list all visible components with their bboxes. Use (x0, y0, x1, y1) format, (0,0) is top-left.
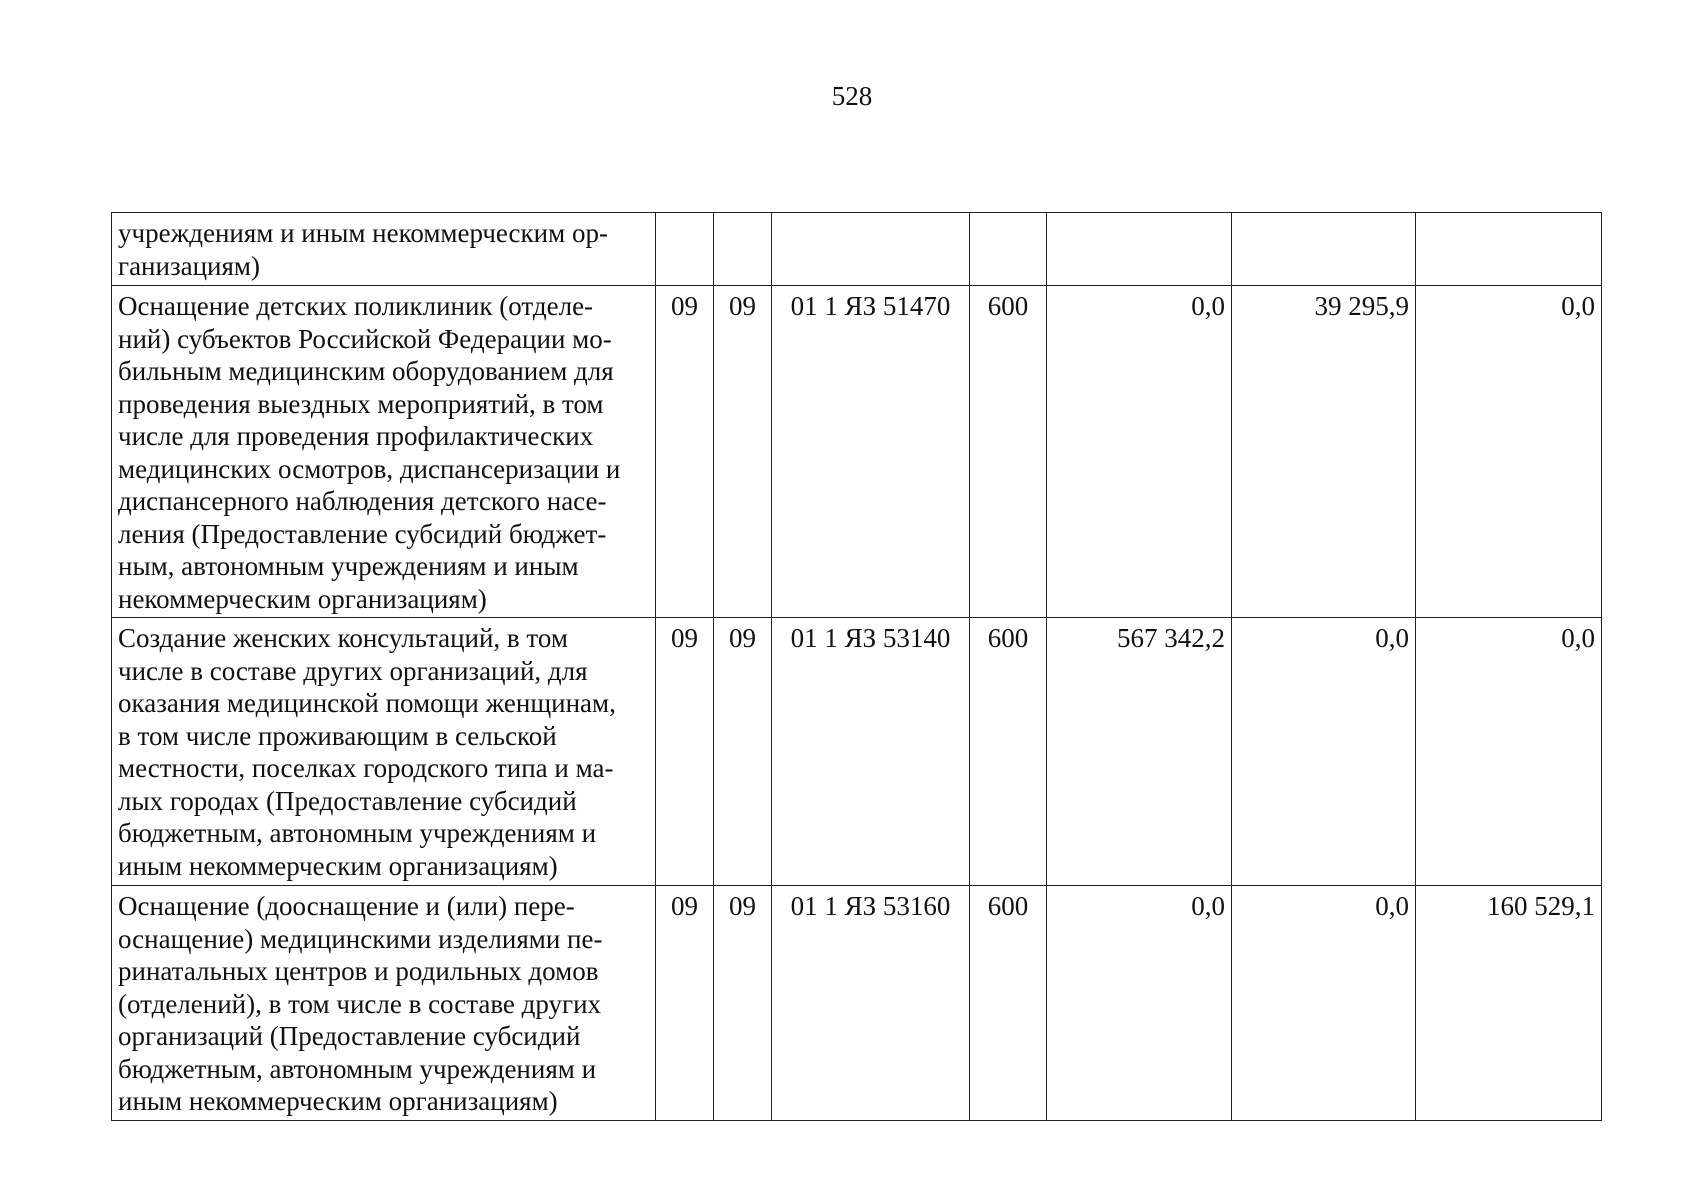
expense-name-line: диспансерного наблюдения детского насе- (118, 486, 607, 516)
expense-name-line: организаций (Предоставление субсидий (118, 1021, 581, 1051)
table-row (112, 618, 1602, 886)
expense-name-line: проведения выездных мероприятий, в том (118, 388, 604, 419)
page-number: 528 (831, 81, 873, 111)
expense-name-text (118, 890, 649, 1118)
expense-name-line: Создание женских консультаций, в том (118, 623, 568, 653)
expense-name-line: ринатальных центров и родильных домов (118, 956, 599, 986)
cell-expense-type: 600 (970, 886, 1047, 1121)
cell-amount-year-1: 0,0 (1047, 286, 1232, 618)
cell-amount-year-2 (1232, 213, 1416, 286)
table-row (112, 213, 1602, 286)
expense-name-line: числе для проведения профилактических (118, 421, 594, 451)
cell-section-code: 09 (656, 286, 714, 618)
expense-name-line: учреждениям и иным некоммерческим ор- (118, 218, 608, 248)
cell-amount-year-2: 39 295,9 (1232, 286, 1416, 618)
expense-name-line: ления (Предоставление субсидий бюджет- (118, 518, 607, 549)
cell-section-code (656, 213, 714, 286)
cell-amount-year-3: 0,0 (1416, 618, 1602, 886)
cell-expense-type: 600 (970, 618, 1047, 886)
budget-table (111, 212, 1602, 1121)
expense-name-line: иным некоммерческим организациям) (118, 850, 558, 881)
cell-amount-year-2: 0,0 (1232, 618, 1416, 886)
expense-name-line: некоммерческим организациям) (118, 583, 487, 614)
table-body (112, 213, 1602, 1121)
expense-name-line: ний) субъектов Российской Федерации мо- (118, 323, 612, 354)
cell-subsection-code: 09 (714, 886, 772, 1121)
cell-target-article: 01 1 ЯЗ 53160 (772, 886, 970, 1121)
expense-name-line: иным некоммерческим организациям) (118, 1086, 558, 1116)
cell-target-article (772, 213, 970, 286)
expense-name-line: оказания медицинской помощи женщинам, (118, 688, 616, 718)
table-row (112, 286, 1602, 618)
expense-name-line: бюджетным, автономным учреждениям и (118, 1053, 597, 1084)
expense-name-line: числе в составе других организаций, для (118, 655, 588, 686)
cell-amount-year-3 (1416, 213, 1602, 286)
cell-subsection-code (714, 213, 772, 286)
cell-subsection-code: 09 (714, 286, 772, 618)
cell-amount-year-1 (1047, 213, 1232, 286)
expense-name-line: местности, поселках городского типа и ма- (118, 753, 614, 783)
expense-name-line: Оснащение (дооснащение и (или) пере- (118, 891, 575, 921)
cell-expense-type: 600 (970, 286, 1047, 618)
cell-section-code: 09 (656, 618, 714, 886)
expense-name-line: бильным медицинским оборудованием для (118, 356, 614, 386)
table-row (112, 886, 1602, 1121)
cell-expense-name (112, 886, 656, 1121)
cell-target-article: 01 1 ЯЗ 53140 (772, 618, 970, 886)
cell-subsection-code: 09 (714, 618, 772, 886)
cell-expense-type (970, 213, 1047, 286)
cell-amount-year-2: 0,0 (1232, 886, 1416, 1121)
cell-amount-year-3: 160 529,1 (1416, 886, 1602, 1121)
cell-expense-name (112, 286, 656, 618)
expense-name-line: в том числе проживающим в сельской (118, 720, 557, 751)
expense-name-line: (отделений), в том числе в составе других (118, 988, 602, 1019)
cell-amount-year-3: 0,0 (1416, 286, 1602, 618)
cell-expense-name (112, 618, 656, 886)
cell-expense-name (112, 213, 656, 286)
expense-name-text (118, 290, 649, 615)
cell-section-code: 09 (656, 886, 714, 1121)
expense-name-text (118, 622, 649, 882)
expense-name-line: бюджетным, автономным учреждениям и (118, 818, 597, 848)
expense-name-line: оснащение) медицинскими изделиями пе- (118, 923, 603, 954)
expense-name-line: лых городах (Предоставление субсидий (118, 785, 577, 816)
cell-amount-year-1: 567 342,2 (1047, 618, 1232, 886)
expense-name-text (118, 217, 649, 282)
expense-name-line: ным, автономным учреждениям и иным (118, 551, 579, 581)
cell-target-article: 01 1 ЯЗ 51470 (772, 286, 970, 618)
expense-name-line: Оснащение детских поликлиник (отделе- (118, 291, 594, 321)
expense-name-line: ганизациям) (118, 250, 261, 281)
expense-name-line: медицинских осмотров, диспансеризации и (118, 453, 621, 484)
cell-amount-year-1: 0,0 (1047, 886, 1232, 1121)
